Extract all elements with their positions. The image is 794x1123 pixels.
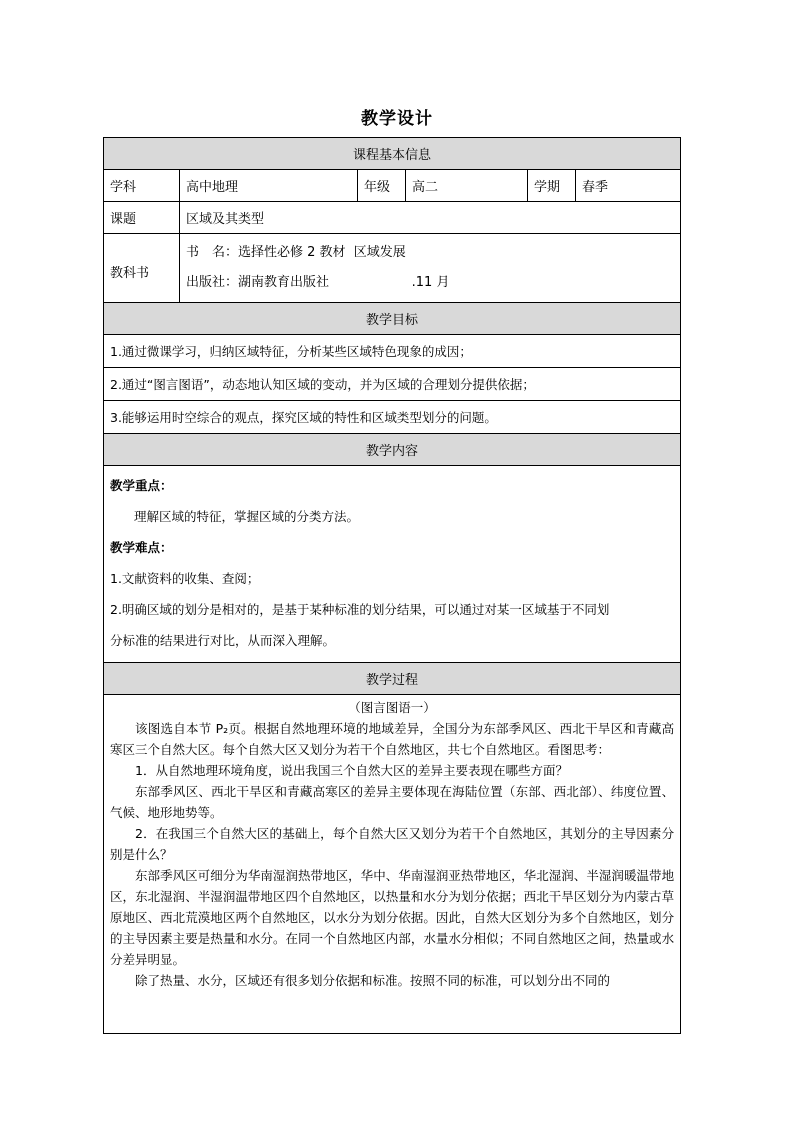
objectives-header: 教学目标 — [104, 303, 681, 335]
textbook-name: 书 名：选择性必修 2 教材 区域发展 — [186, 245, 406, 260]
process-subtitle: （图言图语一） — [348, 700, 436, 715]
difficulty-item: 1.文献资料的收集、查阅； — [110, 571, 260, 586]
process-paragraph-last: 除了热量、水分，区域还有很多划分依据和标准。按照不同的标准，可以划分出不同的 — [135, 973, 611, 988]
textbook-publisher: 出版社：湖南教育出版社 .11 月 — [186, 275, 450, 290]
basic-info-header: 课程基本信息 — [104, 138, 681, 170]
question-1: 1．从自然地理环境角度，说出我国三个自然大区的差异主要表现在哪些方面？ — [135, 763, 568, 778]
textbook-label: 教科书 — [104, 234, 180, 303]
content-body — [104, 466, 681, 663]
topic-label: 课题 — [104, 202, 180, 234]
answer-2: 东部季风区可细分为华南湿润热带地区，华中、华南湿润亚热带地区，华北湿润、半湿润暖温带地区，东北湿润、半湿润温带地区四个自然地区，以热量和水分为划分依据；西北干旱区划分为内蒙古草原地区、西北荒漠地区两个自然地区，以水分为划分依据。因此，自然大区划分为多个自然地区，划分的主导因素主要是热量和水分。在同一个自然地区内部，水量水分相似；不同自然地区之间，热量或水分差异明显。 — [110, 868, 675, 967]
grade-value: 高二 — [406, 170, 528, 202]
process-header: 教学过程 — [104, 663, 681, 695]
difficulty-label: 教学难点： — [110, 540, 173, 555]
process-paragraph: 该图选自本节 P₂页。根据自然地理环境的地域差异，全国分为东部季风区、西北干旱区和青藏高寒区三个自然大区。每个自然大区又划分为若干个自然地区，共七个自然地区。看图思考： — [110, 721, 675, 757]
key-point-label: 教学重点： — [110, 478, 173, 493]
content-header: 教学内容 — [104, 434, 681, 466]
answer-1: 东部季风区、西北干旱区和青藏高寒区的差异主要体现在海陆位置（东部、西北部）、纬度位置、气候、地形地势等。 — [110, 784, 675, 820]
process-body — [104, 695, 681, 1034]
objective-item: 2.通过“图言图语”，动态地认知区域的变动，并为区域的合理划分提供依据； — [104, 368, 681, 401]
difficulty-item: 2.明确区域的划分是相对的，是基于某种标准的划分结果，可以通过对某一区域基于不同划 — [110, 602, 610, 617]
term-value: 春季 — [576, 170, 681, 202]
key-point-text: 理解区域的特征，掌握区域的分类方法。 — [134, 509, 360, 524]
subject-value: 高中地理 — [180, 170, 358, 202]
difficulty-item-continued: 分标准的结果进行对比，从而深入理解。 — [110, 633, 336, 648]
grade-label: 年级 — [358, 170, 406, 202]
topic-value: 区域及其类型 — [180, 202, 681, 234]
textbook-info — [180, 234, 681, 303]
term-label: 学期 — [528, 170, 576, 202]
lesson-plan-table — [103, 137, 681, 1034]
objective-item: 1.通过微课学习，归纳区域特征，分析某些区域特色现象的成因； — [104, 335, 681, 368]
objective-item: 3.能够运用时空综合的观点，探究区域的特性和区域类型划分的问题。 — [104, 401, 681, 434]
page-title: 教学设计 — [361, 109, 433, 129]
subject-label: 学科 — [104, 170, 180, 202]
question-2: 2．在我国三个自然大区的基础上，每个自然大区又划分为若干个自然地区，其划分的主导因素分别是什么？ — [110, 826, 675, 862]
